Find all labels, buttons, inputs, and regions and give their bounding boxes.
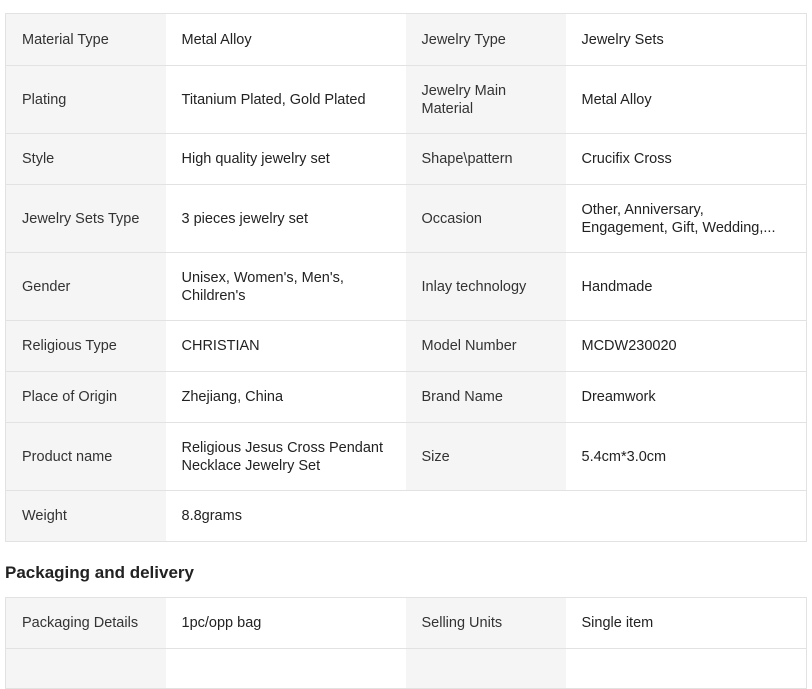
attribute-value: Metal Alloy [166,14,406,66]
attribute-row [6,491,807,542]
packaging-table [5,597,807,689]
attribute-key: Model Number [406,321,566,372]
packaging-key [6,649,166,689]
attribute-key: Material Type [6,14,166,66]
empty-cell [566,491,807,542]
attribute-key: Religious Type [6,321,166,372]
attribute-row [6,321,807,372]
attribute-key: Product name [6,423,166,491]
attribute-key: Size [406,423,566,491]
attribute-value: High quality jewelry set [166,134,406,185]
attribute-key: Style [6,134,166,185]
attribute-key: Occasion [406,185,566,253]
attribute-key: Plating [6,66,166,134]
attribute-row [6,372,807,423]
attribute-key: Jewelry Main Material [406,66,566,134]
attribute-value: Unisex, Women's, Men's, Children's [166,253,406,321]
packaging-value: 1pc/opp bag [166,598,406,649]
attribute-value: Zhejiang, China [166,372,406,423]
attribute-value: 5.4cm*3.0cm [566,423,807,491]
packaging-row [6,649,807,689]
packaging-key [406,649,566,689]
attribute-value [566,185,807,253]
attribute-key: Jewelry Sets Type [6,185,166,253]
attribute-row [6,253,807,321]
packaging-section-title: Packaging and delivery [5,563,194,582]
attribute-key: Weight [6,491,166,542]
occasion-line-1: Other, Anniversary, Engagement, Gift, Wedding,... [581,201,776,236]
empty-cell [406,491,566,542]
attributes-table [5,13,807,542]
attribute-key: Brand Name [406,372,566,423]
attribute-value: 8.8grams [166,491,406,542]
attribute-value: Dreamwork [566,372,807,423]
attribute-key: Place of Origin [6,372,166,423]
attribute-value: MCDW230020 [566,321,807,372]
attribute-value: 3 pieces jewelry set [166,185,406,253]
attribute-key: Shape\pattern [406,134,566,185]
attribute-row [6,134,807,185]
attribute-row [6,66,807,134]
attribute-value: Metal Alloy [566,66,807,134]
attribute-value: Crucifix Cross [566,134,807,185]
packaging-row [6,598,807,649]
attribute-value: CHRISTIAN [166,321,406,372]
attribute-value: Titanium Plated, Gold Plated [166,66,406,134]
attribute-row [6,423,807,491]
attribute-value: Religious Jesus Cross Pendant Necklace Jewelry Set [166,423,406,491]
attribute-value: Jewelry Sets [566,14,807,66]
packaging-value [166,649,406,689]
attribute-value: Handmade [566,253,807,321]
attribute-key: Gender [6,253,166,321]
attribute-key: Jewelry Type [406,14,566,66]
packaging-value [566,649,807,689]
packaging-key: Packaging Details [6,598,166,649]
attribute-key: Inlay technology [406,253,566,321]
attribute-row [6,185,807,253]
attribute-row [6,14,807,66]
packaging-key: Selling Units [406,598,566,649]
packaging-value: Single item [566,598,807,649]
